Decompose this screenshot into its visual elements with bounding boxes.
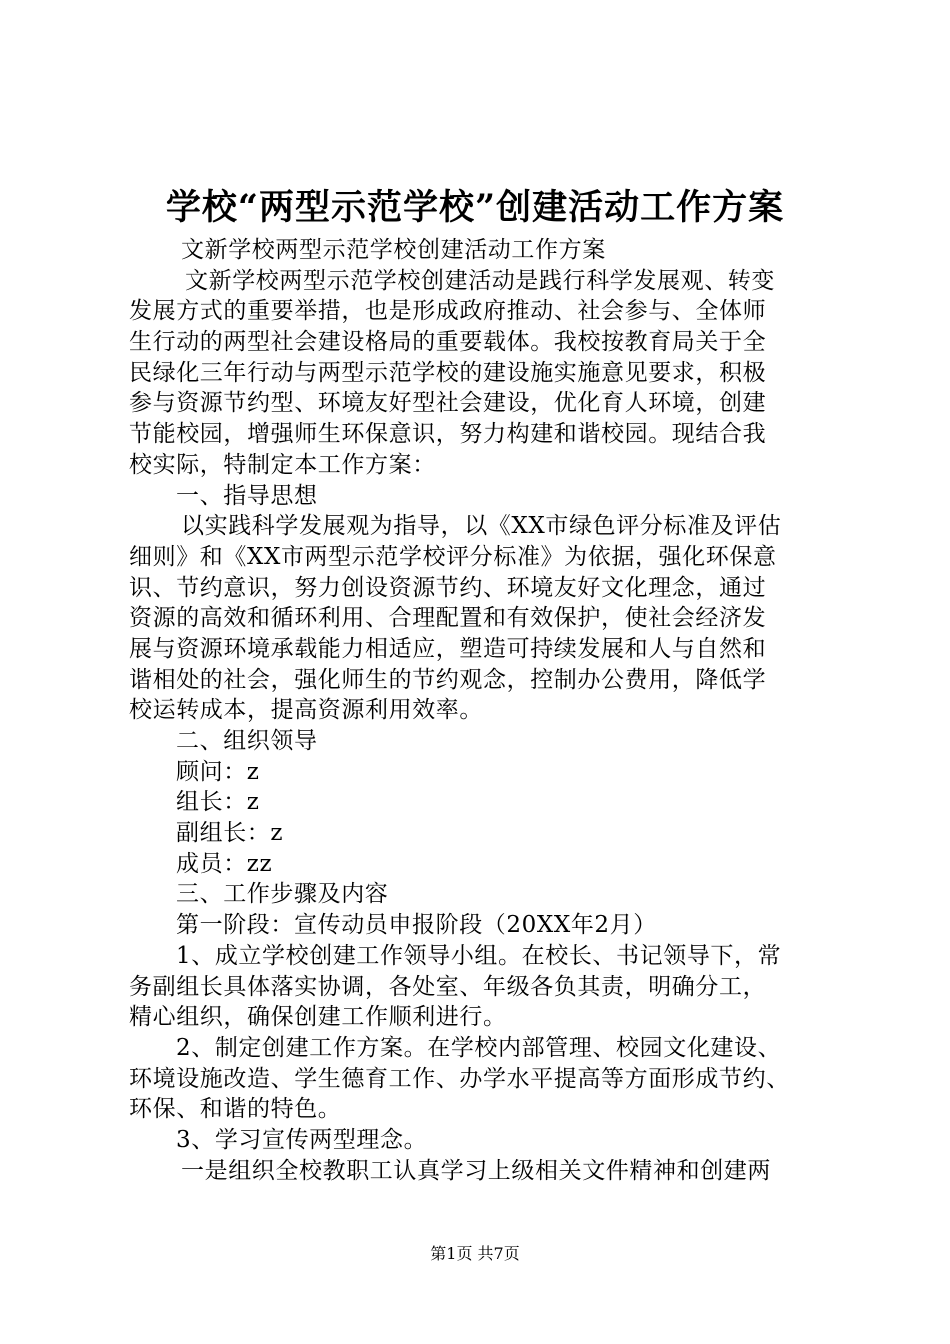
paragraph-line: 展与资源环境承载能力相适应，塑造可持续发展和人与自然和 xyxy=(129,635,767,662)
page-footer: 第1页 共7页 xyxy=(430,1244,520,1263)
paragraph-line: 文新学校两型示范学校创建活动工作方案 xyxy=(181,237,606,263)
paragraph-line: 细则》和《XX市两型示范学校评分标准》为依据，强化环保意 xyxy=(129,543,777,570)
stage-heading: 第一阶段：宣传动员申报阶段（20XX年2月） xyxy=(176,912,657,939)
paragraph-line: 民绿化三年行动与两型示范学校的建设施实施意见要求，积极 xyxy=(129,359,767,386)
member-line: 组长：z xyxy=(176,789,260,816)
paragraph-line: 发展方式的重要举措，也是形成政府推动、社会参与、全体师 xyxy=(129,298,767,325)
paragraph-line: 谐相处的社会，强化师生的节约观念，控制办公费用，降低学 xyxy=(129,666,767,693)
paragraph-line: 校实际，特制定本工作方案： xyxy=(129,451,436,478)
paragraph-line: 环保、和谐的特色。 xyxy=(129,1096,342,1123)
document-title: 学校“两型示范学校”创建活动工作方案 xyxy=(165,187,785,228)
document-body xyxy=(129,235,829,1186)
section-heading: 二、组织领导 xyxy=(176,728,318,754)
paragraph-line: 文新学校两型示范学校创建活动是践行科学发展观、转变 xyxy=(185,267,775,294)
section-heading: 一、指导思想 xyxy=(176,482,318,509)
member-line: 副组长：z xyxy=(176,820,284,847)
paragraph-line: 精心组织，确保创建工作顺利进行。 xyxy=(129,1004,507,1031)
paragraph-line: 2、制定创建工作方案。在学校内部管理、校园文化建设、 xyxy=(176,1034,782,1061)
paragraph-line: 生行动的两型社会建设格局的重要载体。我校按教育局关于全 xyxy=(129,329,767,356)
paragraph-line: 一是组织全校教职工认真学习上级相关文件精神和创建两 xyxy=(181,1157,771,1184)
member-line: 成员：zz xyxy=(176,850,273,877)
paragraph-line: 环境设施改造、学生德育工作、办学水平提高等方面形成节约、 xyxy=(129,1065,790,1092)
paragraph-line: 资源的高效和循环利用、合理配置和有效保护，使社会经济发 xyxy=(129,605,767,632)
paragraph-line: 节能校园，增强师生环保意识，努力构建和谐校园。现结合我 xyxy=(129,421,767,448)
section-heading: 三、工作步骤及内容 xyxy=(176,881,389,908)
paragraph-line: 3、学习宣传两型理念。 xyxy=(176,1126,428,1153)
paragraph-line: 以实践科学发展观为指导，以《XX市绿色评分标准及评估 xyxy=(181,513,782,540)
paragraph-line: 识、节约意识，努力创设资源节约、环境友好文化理念，通过 xyxy=(129,574,767,601)
paragraph-line: 1、成立学校创建工作领导小组。在校长、书记领导下，常 xyxy=(176,942,782,969)
paragraph-line: 校运转成本，提高资源利用效率。 xyxy=(129,697,483,724)
member-line: 顾问：z xyxy=(176,758,260,785)
paragraph-line: 参与资源节约型、环境友好型社会建设，优化育人环境，创建 xyxy=(129,390,767,417)
paragraph-line: 务副组长具体落实协调，各处室、年级各负其责，明确分工， xyxy=(129,973,767,1000)
